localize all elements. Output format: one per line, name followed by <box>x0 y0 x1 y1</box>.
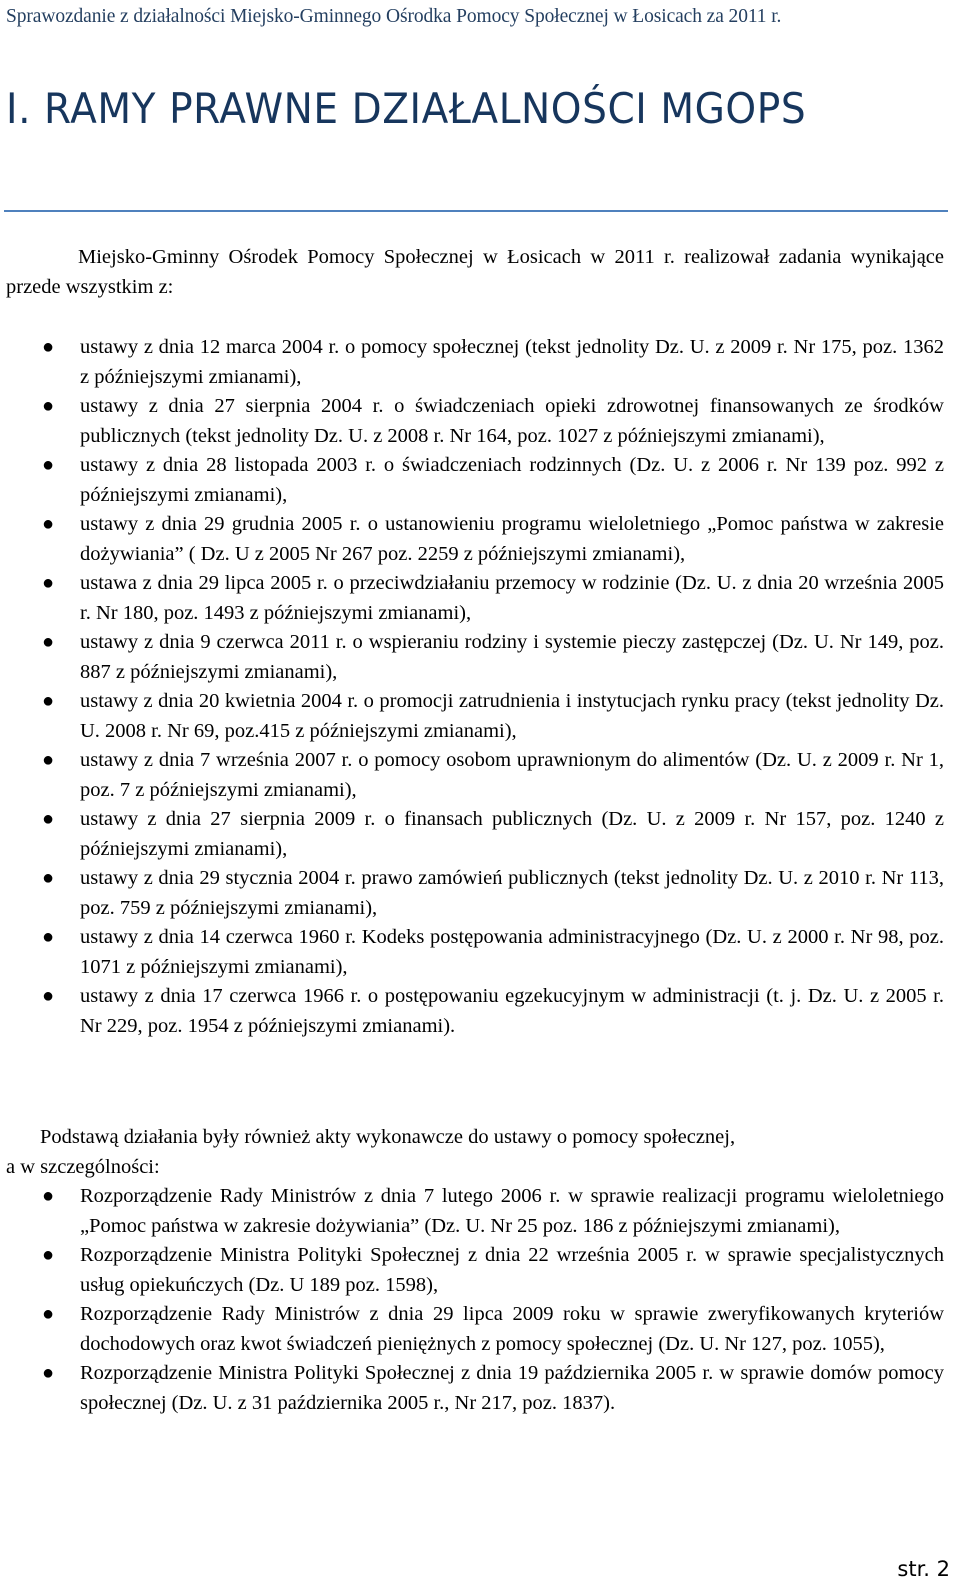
bullet-icon: ● <box>42 454 55 476</box>
list-item <box>6 569 944 628</box>
list-item <box>6 1300 944 1359</box>
section-title-underline <box>4 210 948 212</box>
list-item-text: ustawy z dnia 20 kwietnia 2004 r. o promocji zatrudnienia i instytucjach rynku pracy (tekst jednolity Dz. U. 2008 r. Nr 69, poz.415 z późniejszymi zmianami), <box>80 690 944 742</box>
list-item-text: ustawa z dnia 29 lipca 2005 r. o przeciwdziałaniu przemocy w rodzinie (Dz. U. z dnia 20 września 2005 r. Nr 180, poz. 1493 z późniejszymi zmianami), <box>80 572 944 624</box>
list-item-text: ustawy z dnia 7 września 2007 r. o pomocy osobom uprawnionym do alimentów (Dz. U. z 2009 r. Nr 1, poz. 7 z późniejszymi zmianami), <box>80 749 944 801</box>
list-item <box>6 805 944 864</box>
list-item-text: ustawy z dnia 14 czerwca 1960 r. Kodeks postępowania administracyjnego (Dz. U. z 2000 r. Nr 98, poz. 1071 z późniejszymi zmianami), <box>80 926 944 978</box>
intro-paragraph: Miejsko-Gminny Ośrodek Pomocy Społecznej w Łosicach w 2011 r. realizował zadania wynikające przede wszystkim z: <box>6 246 944 298</box>
list-item <box>6 451 944 510</box>
list-item-text: ustawy z dnia 17 czerwca 1966 r. o postępowaniu egzekucyjnym w administracji (t. j. Dz. U. z 2005 r. Nr 229, poz. 1954 z późniejszymi zmianami). <box>80 985 944 1037</box>
bullet-icon: ● <box>42 1303 55 1325</box>
list-item-text: ustawy z dnia 27 sierpnia 2004 r. o świadczeniach opieki zdrowotnej finansowanych ze środków publicznych (tekst jednolity Dz. U. z 2008 r. Nr 164, poz. 1027 z późniejszymi zmianami), <box>80 395 944 447</box>
list-item <box>6 392 944 451</box>
bullet-icon: ● <box>42 1362 55 1384</box>
basis-line-1: Podstawą działania były również akty wykonawcze do ustawy o pomocy społecznej, <box>40 1126 736 1148</box>
list-item <box>6 687 944 746</box>
page-number: str. 2 <box>897 1557 950 1581</box>
bullet-icon: ● <box>42 395 55 417</box>
list-item <box>6 923 944 982</box>
list-item <box>6 864 944 923</box>
bullet-icon: ● <box>42 926 55 948</box>
acts-list <box>6 333 944 1041</box>
section-title: I. RAMY PRAWNE DZIAŁALNOŚCI MGOPS <box>6 84 807 133</box>
bullet-icon: ● <box>42 690 55 712</box>
list-item-text: ustawy z dnia 9 czerwca 2011 r. o wspieraniu rodziny i systemie pieczy zastępczej (Dz. U. Nr 149, poz. 887 z późniejszymi zmianami), <box>80 631 944 683</box>
list-item <box>6 510 944 569</box>
list-item <box>6 746 944 805</box>
list-item-text: Rozporządzenie Rady Ministrów z dnia 29 lipca 2009 roku w sprawie zweryfikowanych kryteriów dochodowych oraz kwot świadczeń pieniężnych z pomocy społecznej (Dz. U. Nr 127, poz. 1055), <box>80 1303 944 1355</box>
bullet-icon: ● <box>42 513 55 535</box>
bullet-icon: ● <box>42 1244 55 1266</box>
list-item <box>6 1241 944 1300</box>
list-item <box>6 1359 944 1418</box>
bullet-icon: ● <box>42 808 55 830</box>
bullet-icon: ● <box>42 336 55 358</box>
list-item <box>6 1182 944 1241</box>
list-item-text: Rozporządzenie Ministra Polityki Społecznej z dnia 22 września 2005 r. w sprawie specjalistycznych usług opiekuńczych (Dz. U 189 poz. 1598), <box>80 1244 944 1296</box>
list-item-text: ustawy z dnia 29 grudnia 2005 r. o ustanowieniu programu wieloletniego „Pomoc państwa w zakresie dożywiania” ( Dz. U z 2005 Nr 267 poz. 2259 z późniejszymi zmianami), <box>80 513 944 565</box>
list-item <box>6 982 944 1041</box>
bullet-icon: ● <box>42 631 55 653</box>
basis-paragraph <box>6 1123 944 1182</box>
list-item-text: ustawy z dnia 28 listopada 2003 r. o świadczeniach rodzinnych (Dz. U. z 2006 r. Nr 139 poz. 992 z późniejszymi zmianami), <box>80 454 944 506</box>
list-item-text: ustawy z dnia 27 sierpnia 2009 r. o finansach publicznych (Dz. U. z 2009 r. Nr 157, poz. 1240 z późniejszymi zmianami), <box>80 808 944 860</box>
bullet-icon: ● <box>42 572 55 594</box>
bullet-icon: ● <box>42 985 55 1007</box>
basis-line-2: a w szczególności: <box>6 1155 160 1178</box>
list-item-text: Rozporządzenie Rady Ministrów z dnia 7 lutego 2006 r. w sprawie realizacji programu wieloletniego „Pomoc państwa w zakresie dożywiania” (Dz. U. Nr 25 poz. 186 z późniejszymi zmianami), <box>80 1185 944 1237</box>
list-item <box>6 333 944 392</box>
regulations-list <box>6 1182 944 1418</box>
bullet-icon: ● <box>42 867 55 889</box>
list-item-text: Rozporządzenie Ministra Polityki Społecznej z dnia 19 października 2005 r. w sprawie domów pomocy społecznej (Dz. U. z 31 października 2005 r., Nr 217, poz. 1837). <box>80 1362 944 1414</box>
list-item-text: ustawy z dnia 29 stycznia 2004 r. prawo zamówień publicznych (tekst jednolity Dz. U. z 2010 r. Nr 113, poz. 759 z późniejszymi zmianami), <box>80 867 944 919</box>
running-header: Sprawozdanie z działalności Miejsko-Gminnego Ośrodka Pomocy Społecznej w Łosicach za 2011 r. <box>6 6 782 27</box>
bullet-icon: ● <box>42 749 55 771</box>
list-item-text: ustawy z dnia 12 marca 2004 r. o pomocy społecznej (tekst jednolity Dz. U. z 2009 r. Nr 175, poz. 1362 z późniejszymi zmianami), <box>80 336 944 388</box>
list-item <box>6 628 944 687</box>
bullet-icon: ● <box>42 1185 55 1207</box>
